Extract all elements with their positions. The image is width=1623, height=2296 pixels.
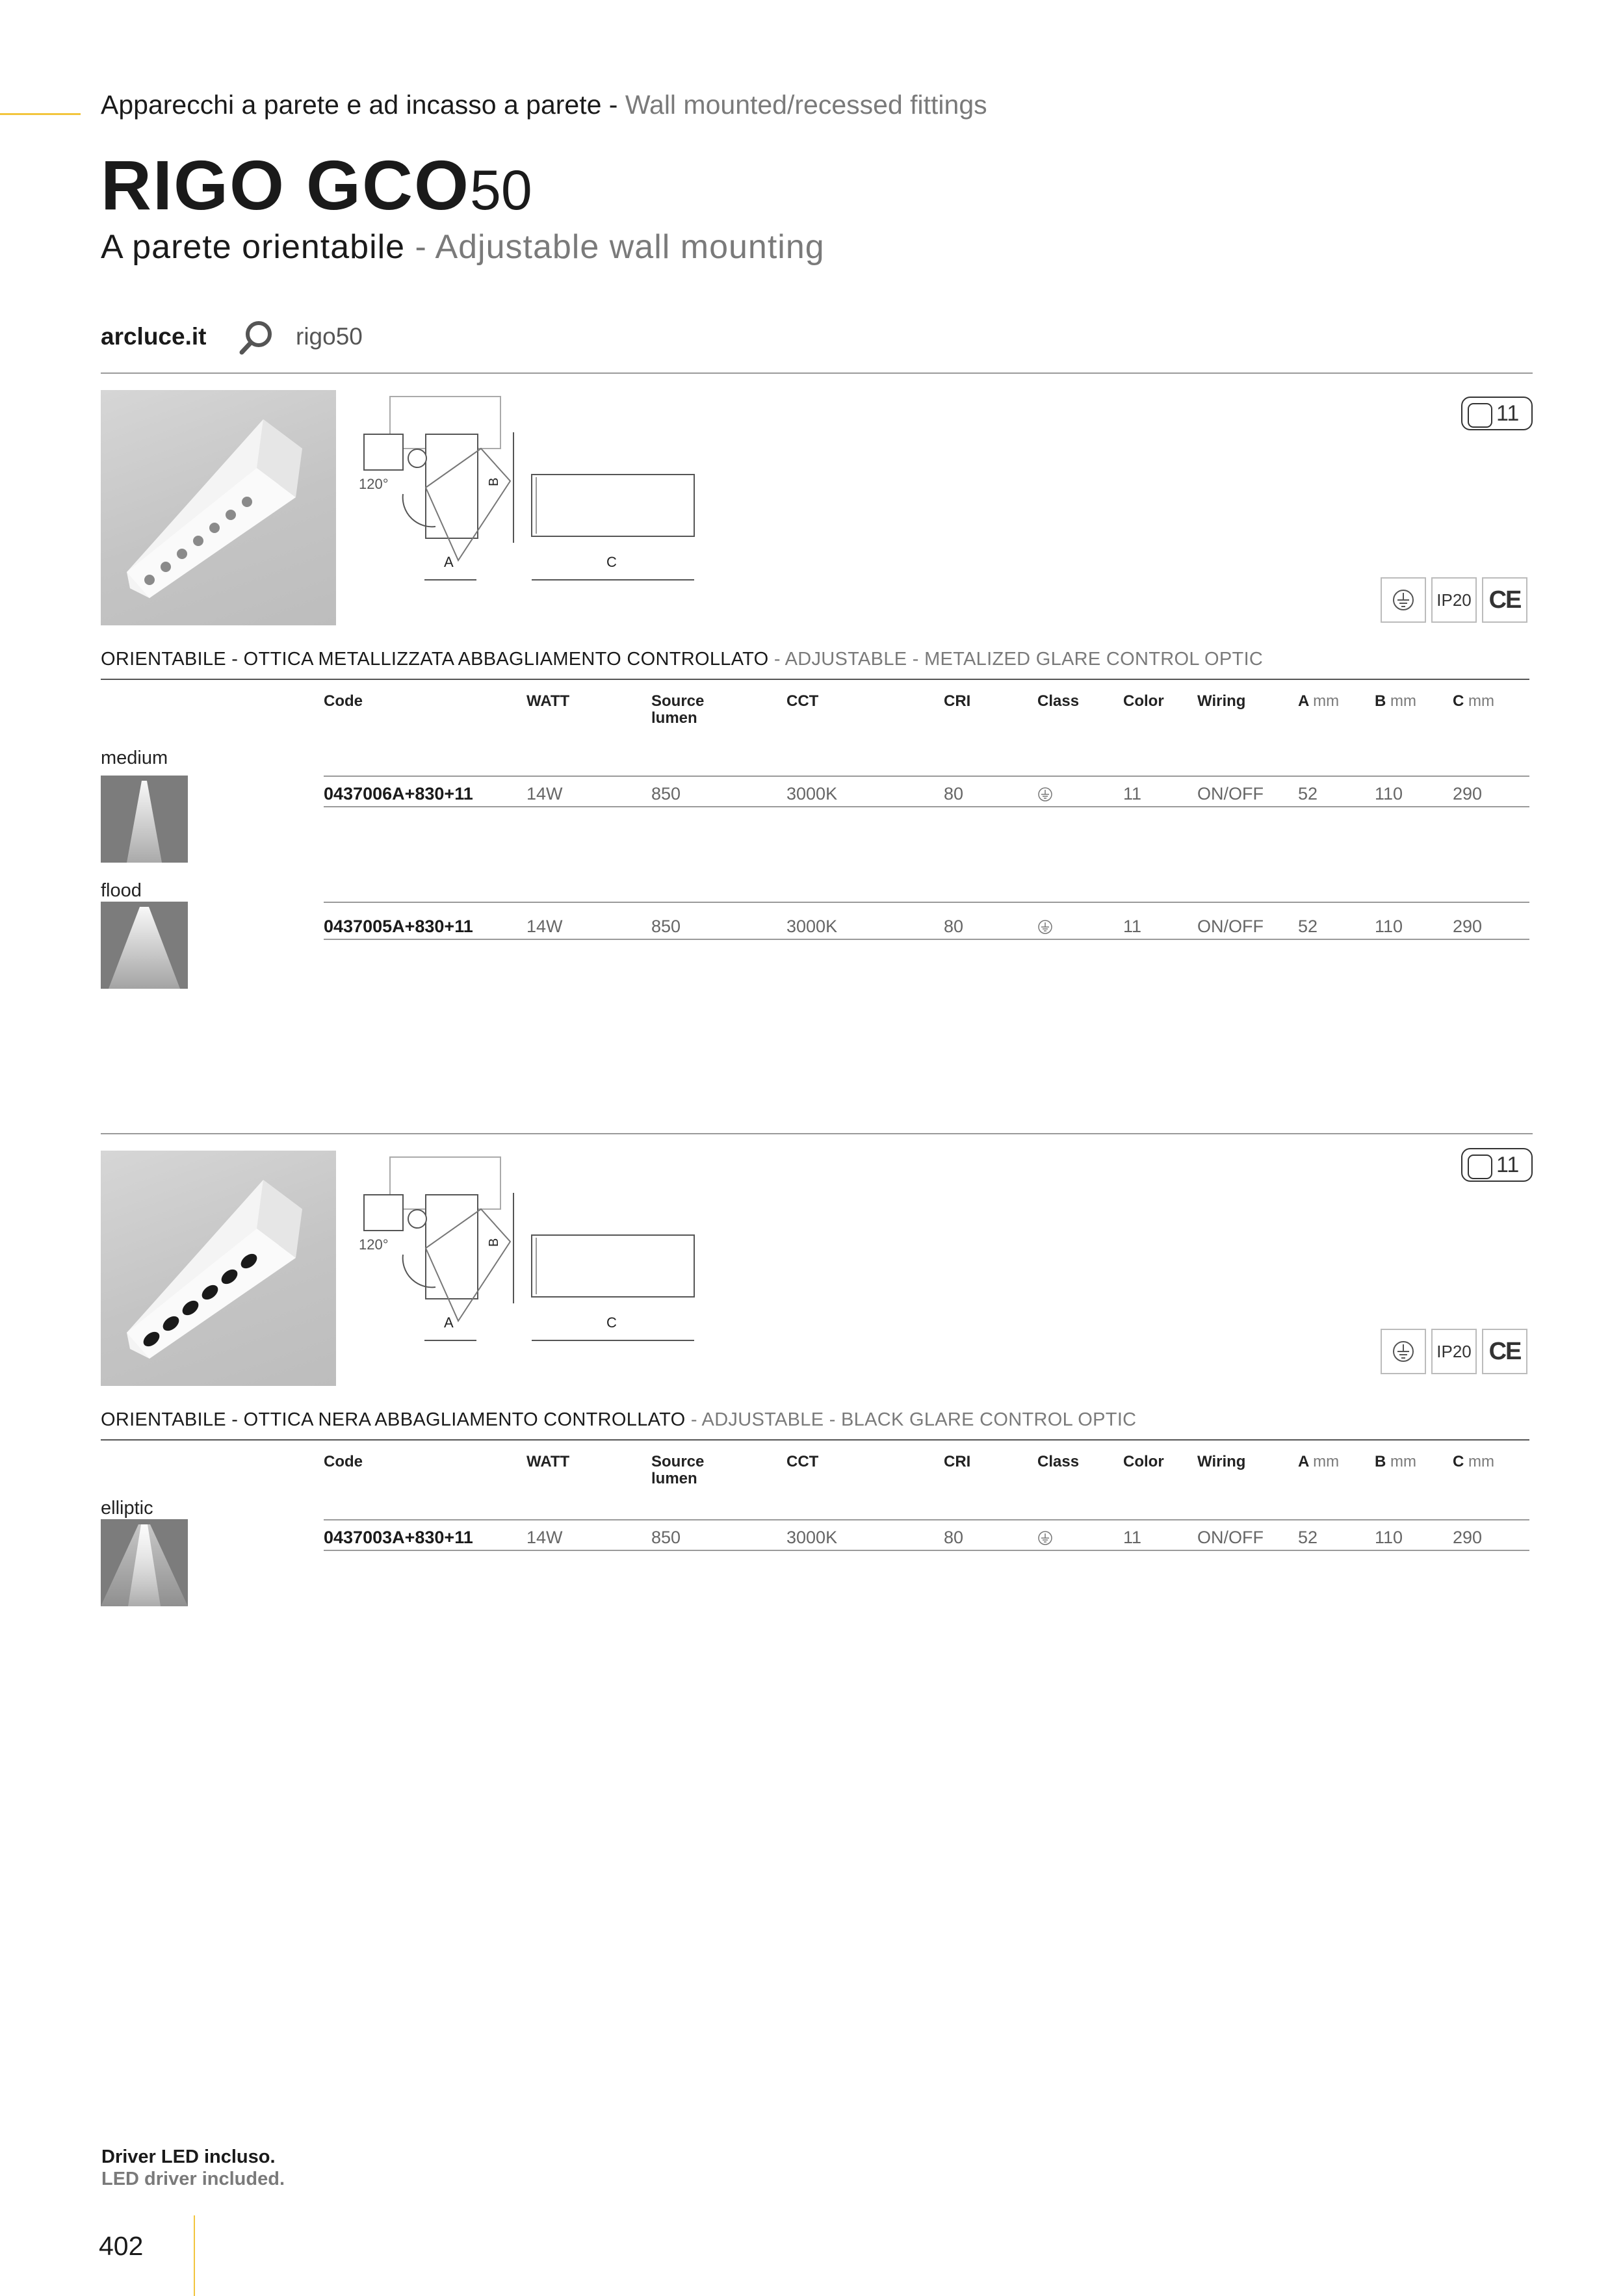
title-bold: RIGO GCO [101,146,471,224]
ce-mark-icon: CE [1482,1329,1527,1374]
separator: - [685,1409,702,1430]
product-photo [101,1151,336,1386]
col-lumen-1: Source [651,1453,705,1470]
b-value: 110 [1375,1528,1403,1547]
a-value: 52 [1298,784,1318,803]
c-value: 290 [1453,784,1483,803]
col-cri: CRI [944,692,971,710]
section-title-it: ORIENTABILE - OTTICA METALLIZZATA ABBAGLIAMENTO CONTROLLATO [101,649,769,670]
earth-class-icon [1037,787,1053,802]
divider [324,806,1529,807]
col-lumen-2: lumen [651,1470,697,1487]
col-lumen [651,693,704,727]
ce-mark-icon: CE [1482,577,1527,623]
earth-class-icon [1037,1530,1053,1546]
wiring-value: ON/OFF [1197,917,1264,936]
col-code: Code [324,692,363,710]
optic-label: medium [101,748,168,768]
title-light: 50 [470,159,532,222]
col-color: Color [1123,692,1164,710]
watt-value: 14W [526,784,563,803]
svg-text:C: C [606,1314,617,1331]
lumen-value: 850 [651,917,681,936]
product-code: 0437006A+830+11 [324,784,473,803]
col-a-unit: mm [1313,1453,1340,1470]
a-value: 52 [1298,1528,1318,1547]
col-lumen-1: Source [651,692,705,710]
svg-text:A: A [444,1314,454,1331]
col-a [1298,1454,1339,1470]
c-value: 290 [1453,1528,1483,1547]
cct-value: 3000K [786,784,838,803]
b-value: 110 [1375,784,1403,803]
wiring-value: ON/OFF [1197,784,1264,803]
optic-label: flood [101,880,142,901]
lumen-value: 850 [651,1528,681,1547]
svg-text:B: B [487,1238,501,1247]
separator: - [768,649,785,670]
product-photo [101,390,336,625]
col-color: Color [1123,1453,1164,1470]
subtitle-en: Adjustable wall mounting [435,228,825,266]
divider [324,939,1529,940]
col-a-label: A [1298,1453,1309,1470]
color-badge: 11 [1461,1148,1533,1182]
lumen-value: 850 [651,784,681,803]
beam-flood-icon [101,902,188,989]
wiring-value: ON/OFF [1197,1528,1264,1547]
col-cct: CCT [786,1453,819,1470]
section-title [101,649,1263,670]
website-link[interactable]: arcluce.it [101,323,207,350]
col-a-unit: mm [1313,692,1340,710]
accent-line [194,2215,195,2296]
magnifier-icon [237,319,275,356]
col-b [1375,1454,1416,1470]
col-a [1298,693,1339,710]
technical-drawing [351,390,702,598]
col-wiring: Wiring [1197,692,1246,710]
color-value: 11 [1123,917,1142,936]
separator: - [601,90,625,120]
color-value: 11 [1123,784,1142,803]
driver-note-it: Driver LED incluso. [101,2146,276,2167]
col-watt: WATT [526,1453,570,1470]
section-title-en: ADJUSTABLE - METALIZED GLARE CONTROL OPTIC [785,649,1264,670]
separator: - [405,228,435,266]
color-badge: 11 [1461,397,1533,430]
category-en: Wall mounted/recessed fittings [625,90,987,120]
col-c-label: C [1453,1453,1464,1470]
beam-elliptic-icon [101,1519,188,1606]
divider [324,1519,1529,1520]
cri-value: 80 [944,917,964,936]
col-c-unit: mm [1468,1453,1494,1470]
page-number: 402 [99,2231,144,2261]
svg-text:C: C [606,554,617,570]
beam-medium-icon [101,776,188,863]
divider [324,902,1529,903]
cct-value: 3000K [786,1528,838,1547]
subtitle-it: A parete orientabile [101,228,406,266]
col-class: Class [1037,692,1080,710]
driver-note-en: LED driver included. [101,2169,285,2189]
color-value: 11 [1123,1528,1142,1547]
cri-value: 80 [944,784,964,803]
col-class: Class [1037,1453,1080,1470]
b-value: 110 [1375,917,1403,936]
earth-class-icon [1381,1329,1426,1374]
divider [324,1550,1529,1551]
col-c-unit: mm [1468,692,1494,710]
col-c [1453,1454,1494,1470]
cri-value: 80 [944,1528,964,1547]
category-line [101,90,987,120]
col-code: Code [324,1453,363,1470]
divider [324,776,1529,777]
watt-value: 14W [526,917,563,936]
col-b-unit: mm [1390,692,1416,710]
divider [101,679,1529,680]
section-title [101,1409,1136,1431]
section-title-it: ORIENTABILE - OTTICA NERA ABBAGLIAMENTO CONTROLLATO [101,1409,686,1430]
col-c-label: C [1453,692,1464,710]
col-b [1375,693,1416,710]
col-lumen [651,1454,704,1487]
accent-line [0,113,81,115]
col-watt: WATT [526,692,570,710]
svg-text:120°: 120° [359,476,389,492]
col-b-label: B [1375,1453,1386,1470]
ip-rating: IP20 [1431,577,1477,623]
svg-text:120°: 120° [359,1236,389,1253]
a-value: 52 [1298,917,1318,936]
col-lumen-2: lumen [651,709,697,727]
c-value: 290 [1453,917,1483,936]
ip-rating: IP20 [1431,1329,1477,1374]
svg-text:B: B [487,477,501,486]
col-cri: CRI [944,1453,971,1470]
col-b-unit: mm [1390,1453,1416,1470]
category-it: Apparecchi a parete e ad incasso a parete [101,90,602,120]
product-code: 0437003A+830+11 [324,1528,473,1547]
earth-class-icon [1037,919,1053,935]
col-cct: CCT [786,692,819,710]
col-c [1453,693,1494,710]
watt-value: 14W [526,1528,563,1547]
product-title [101,147,532,224]
optic-label: elliptic [101,1498,153,1519]
col-a-label: A [1298,692,1309,710]
divider [101,1439,1529,1441]
cct-value: 3000K [786,917,838,936]
divider [101,372,1533,374]
section-title-en: ADJUSTABLE - BLACK GLARE CONTROL OPTIC [701,1409,1137,1430]
search-term: rigo50 [296,323,363,350]
earth-class-icon [1381,577,1426,623]
divider [101,1133,1533,1134]
col-b-label: B [1375,692,1386,710]
product-code: 0437005A+830+11 [324,917,473,936]
col-wiring: Wiring [1197,1453,1246,1470]
product-subtitle [101,228,825,267]
svg-text:A: A [444,554,454,570]
technical-drawing [351,1151,702,1359]
